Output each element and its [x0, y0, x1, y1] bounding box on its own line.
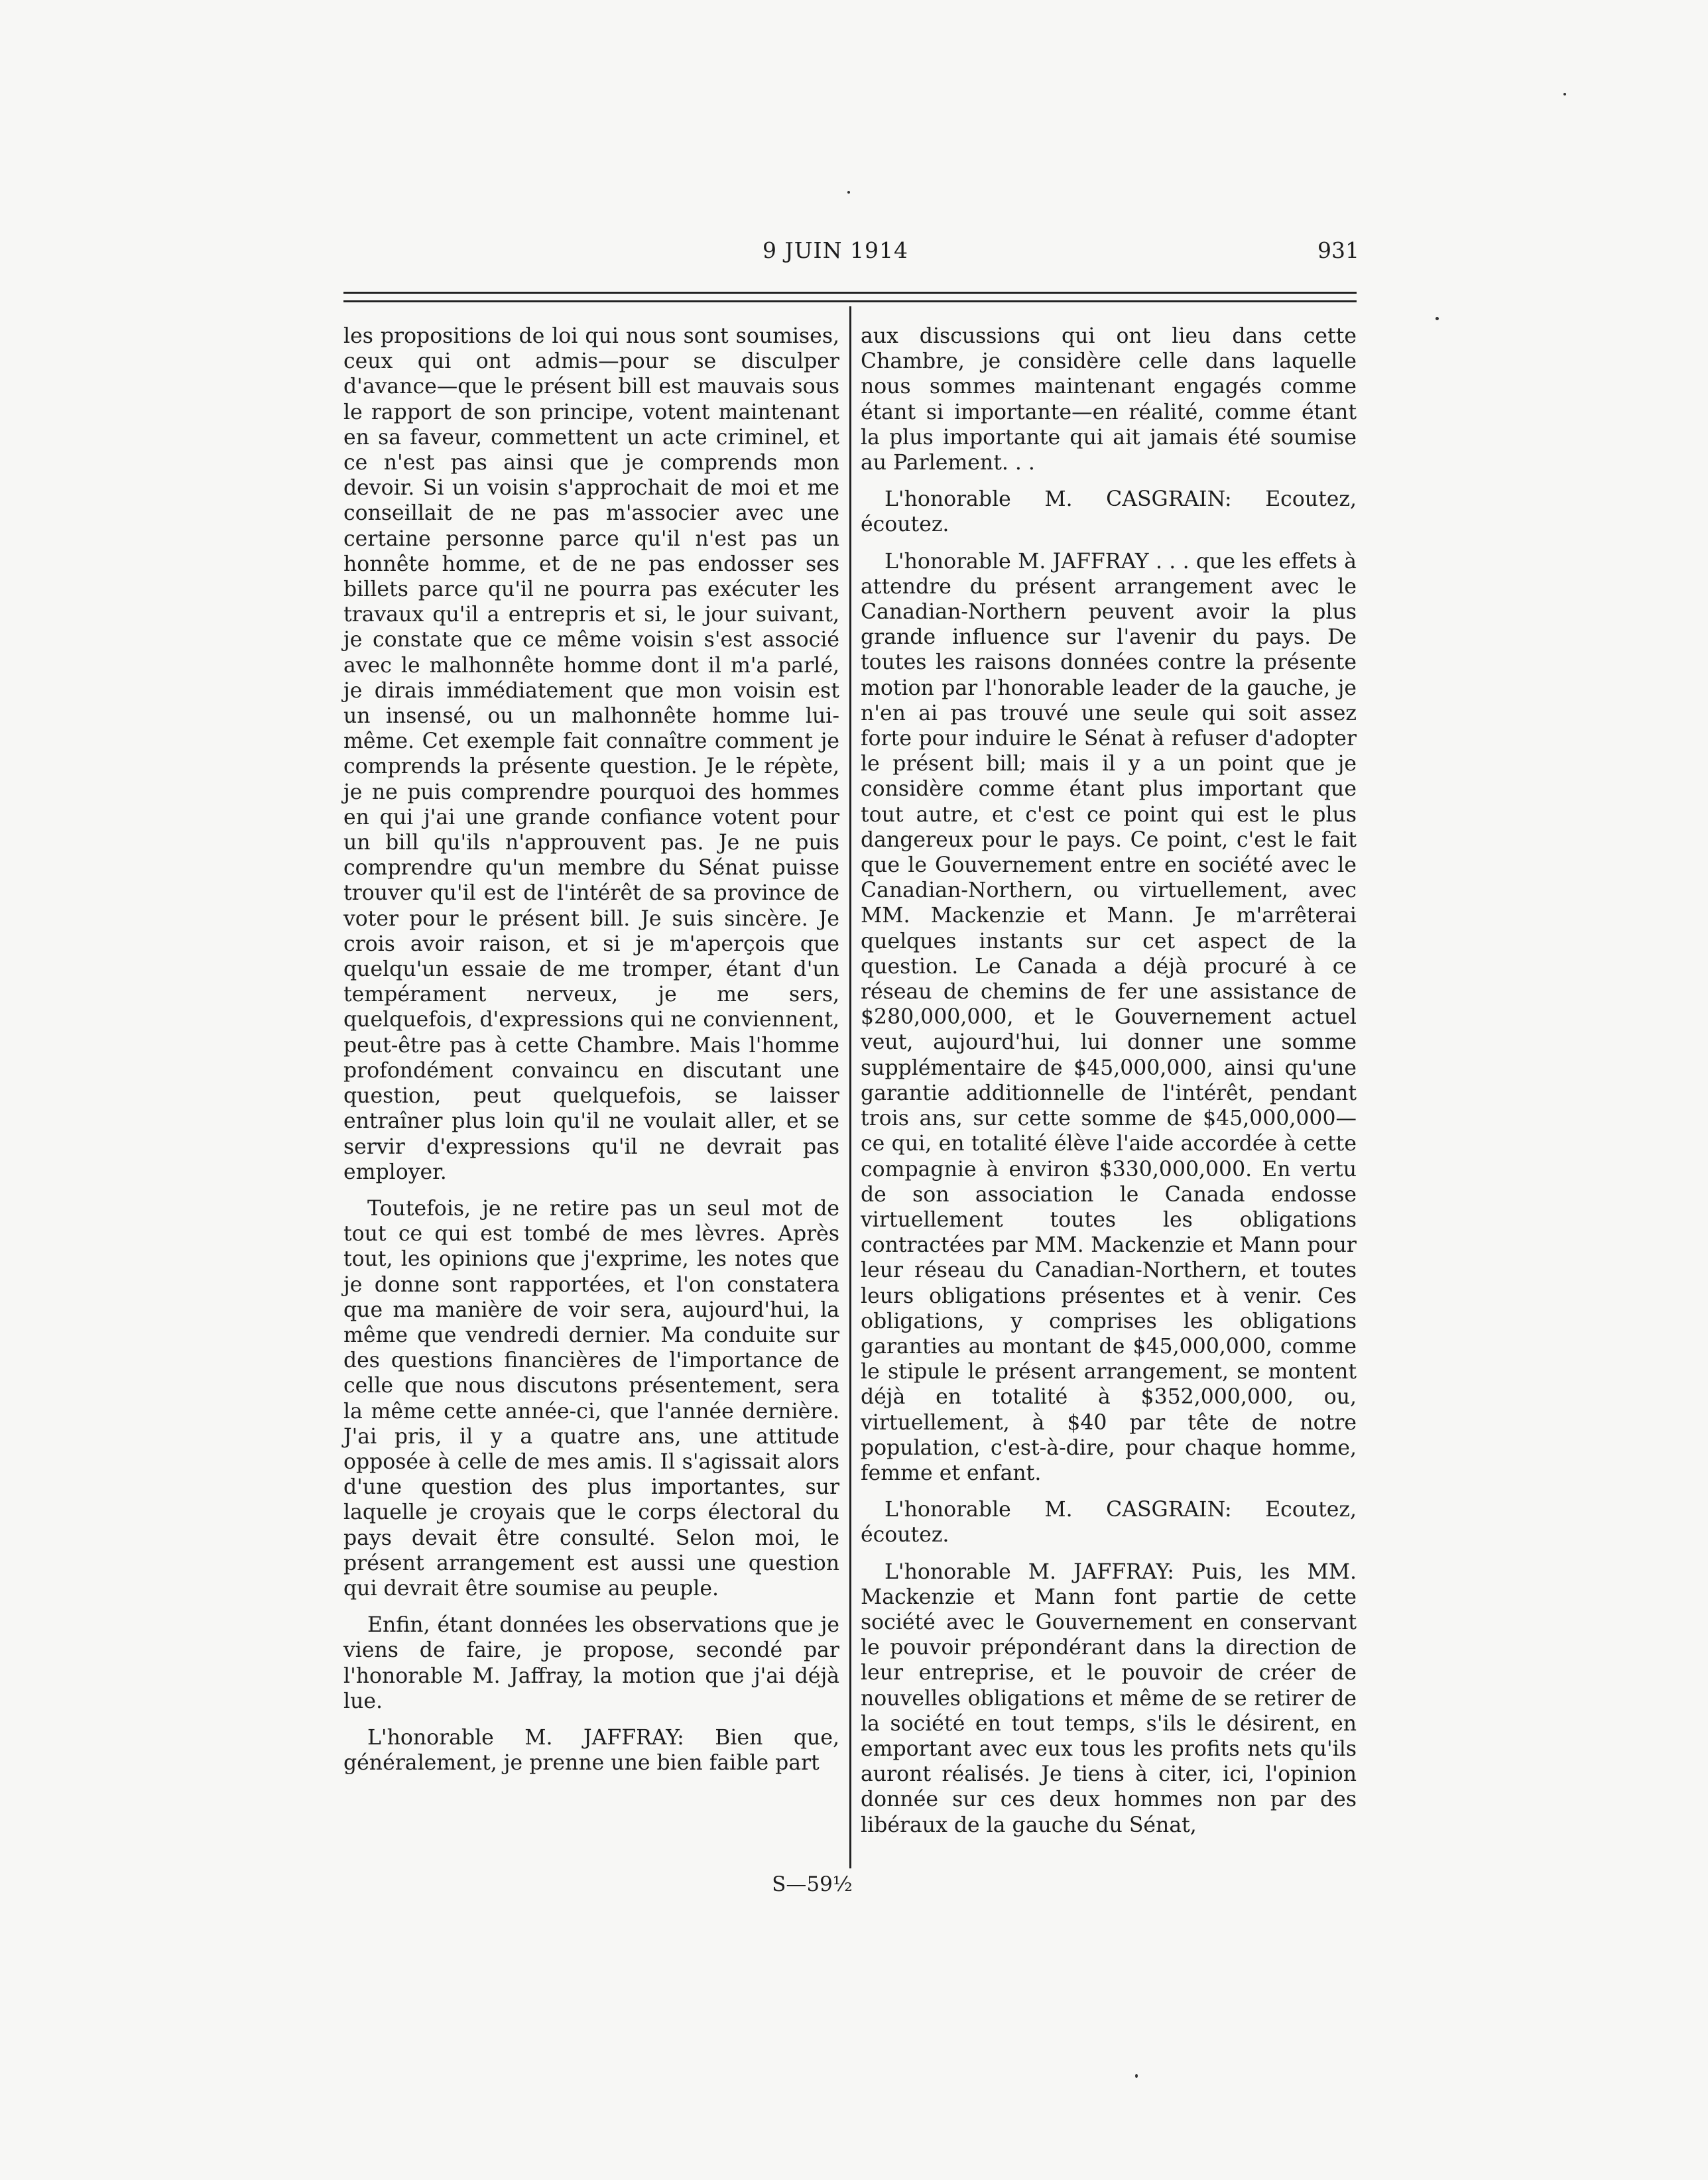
left-column — [343, 324, 839, 1787]
page-header-date: 9 JUIN 1914 — [762, 237, 908, 263]
left-paragraph-2: Toutefois, je ne retire pas un seul mot de tout ce qui est tombé de mes lèvres. Après tout, les opinions que j'exprime, les notes que je donne sont rapportées, et l'on constatera que ma manière de voir sera, aujourd'hui, la même que vendredi dernier. Ma conduite sur des questions financières de l'importance de celle que nous discutons présentement, sera la même cette année-ci, que l'année dernière. J'ai pris, il y a quatre ans, une attitude opposée à celle de mes amis. Il s'agissait alors d'une question des plus importantes, sur laquelle je croyais que le corps électoral du pays devait être consulté. Selon moi, le présent arrangement est aussi une question qui devrait être soumise au peuple. — [343, 1196, 839, 1601]
scan-speck — [1563, 93, 1566, 95]
column-divider — [849, 306, 851, 1868]
right-paragraph-5: L'honorable M. JAFFRAY: Puis, les MM. Mackenzie et Mann font partie de cette société avec le Gouvernement en conservant le pouvoir prépondérant dans la direction de leur entreprise, et le pouvoir de créer de nouvelles obligations et même de se retirer de la société en tout temps, s'ils le désirent, en emportant avec eux tous les profits nets qu'ils auront réalisés. Je tiens à citer, ici, l'opinion donnée sur ces deux hommes non par des libéraux de la gauche du Sénat, — [861, 1559, 1357, 1837]
header-double-rule — [343, 292, 1357, 302]
scan-speck — [847, 191, 850, 194]
right-paragraph-4: L'honorable M. CASGRAIN: Ecoutez, écoutez. — [861, 1498, 1357, 1547]
left-paragraph-3: Enfin, étant données les observations que je viens de faire, je propose, secondé par l'honorable M. Jaffray, la motion que j'ai déjà lue. — [343, 1613, 839, 1713]
left-paragraph-1: les propositions de loi qui nous sont soumises, ceux qui ont admis—pour se disculper d'avance—que le présent bill est mauvais sous le rapport de son principe, votent maintenant en sa faveur, commettent un acte criminel, et ce n'est pas ainsi que je comprends mon devoir. Si un voisin s'approchait de moi et me conseillait de ne pas m'associer avec une certaine personne parce qu'il n'est pas un honnête homme, et de ne pas endosser ses billets parce qu'il ne pourra pas exécuter les travaux qu'il a entrepris et si, le jour suivant, je constate que ce même voisin s'est associé avec le malhonnête homme dont il m'a parlé, je dirais immédiatement que mon voisin est un insensé, ou un malhonnête homme lui-même. Cet exemple fait connaître comment je comprends la présente question. Je le répète, je ne puis comprendre pourquoi des hommes en qui j'ai une grande confiance votent pour un bill qu'ils n'approuvent pas. Je ne puis comprendre qu'un membre du Sénat puisse trouver qu'il est de l'intérêt de sa province de voter pour le présent bill. Je suis sincère. Je crois avoir raison, et si je m'aperçois que quelqu'un essaie de me tromper, étant d'un tempérament nerveux, je me sers, quelquefois, d'expressions qui ne conviennent, peut-être pas à cette Chambre. Mais l'homme profondément convaincu en discutant une question, peut quelquefois, se laisser entraîner plus loin qu'il ne voulait aller, et se servir d'expressions qu'il ne devrait pas employer. — [343, 324, 839, 1184]
right-paragraph-3: L'honorable M. JAFFRAY . . . que les effets à attendre du présent arrangement avec le Canadian-Northern peuvent avoir la plus grande influence sur l'avenir du pays. De toutes les raisons données contre la présente motion par l'honorable leader de la gauche, je n'en ai pas trouvé une seule qui soit assez forte pour induire le Sénat à refuser d'adopter le présent bill; mais il y a un point que je considère comme étant plus important que tout autre, et c'est ce point qui est le plus dangereux pour le pays. Ce point, c'est le fait que le Gouvernement entre en société avec le Canadian-Northern, ou virtuellement, avec MM. Mackenzie et Mann. Je m'arrêterai quelques instants sur cet aspect de la question. Le Canada a déjà procuré à ce réseau de chemins de fer une assistance de $280,000,000, et le Gouvernement actuel veut, aujourd'hui, lui donner une somme supplémentaire de $45,000,000, ainsi qu'une garantie additionnelle de l'intérêt, pendant trois ans, sur cette somme de $45,000,000—ce qui, en totalité élève l'aide accordée à cette compagnie à environ $330,000,000. En vertu de son association le Canada endosse virtuellement toutes les obligations contractées par MM. Mackenzie et Mann pour leur réseau du Canadian-Northern, et toutes leurs obligations présentes et à venir. Ces obligations, y comprises les obligations garanties au montant de $45,000,000, comme le stipule le présent arrangement, se montent déjà en totalité à $352,000,000, ou, virtuellement, à $40 par tête de notre population, c'est-à-dire, pour chaque homme, femme et enfant. — [861, 549, 1357, 1485]
left-paragraph-4: L'honorable M. JAFFRAY: Bien que, généralement, je prenne une bien faible part — [343, 1725, 839, 1776]
right-column — [861, 324, 1357, 1849]
page-number: 931 — [1317, 237, 1359, 263]
right-paragraph-1: aux discussions qui ont lieu dans cette Chambre, je considère celle dans laquelle nous sommes maintenant engagés comme étant si importante—en réalité, comme étant la plus importante qui ait jamais été soumise au Parlement. . . — [861, 324, 1357, 475]
scan-speck — [1135, 2074, 1138, 2078]
right-paragraph-2: L'honorable M. CASGRAIN: Ecoutez, écoutez. — [861, 487, 1357, 537]
signature-mark: S—59½ — [772, 1872, 853, 1896]
scan-speck — [1435, 317, 1439, 320]
